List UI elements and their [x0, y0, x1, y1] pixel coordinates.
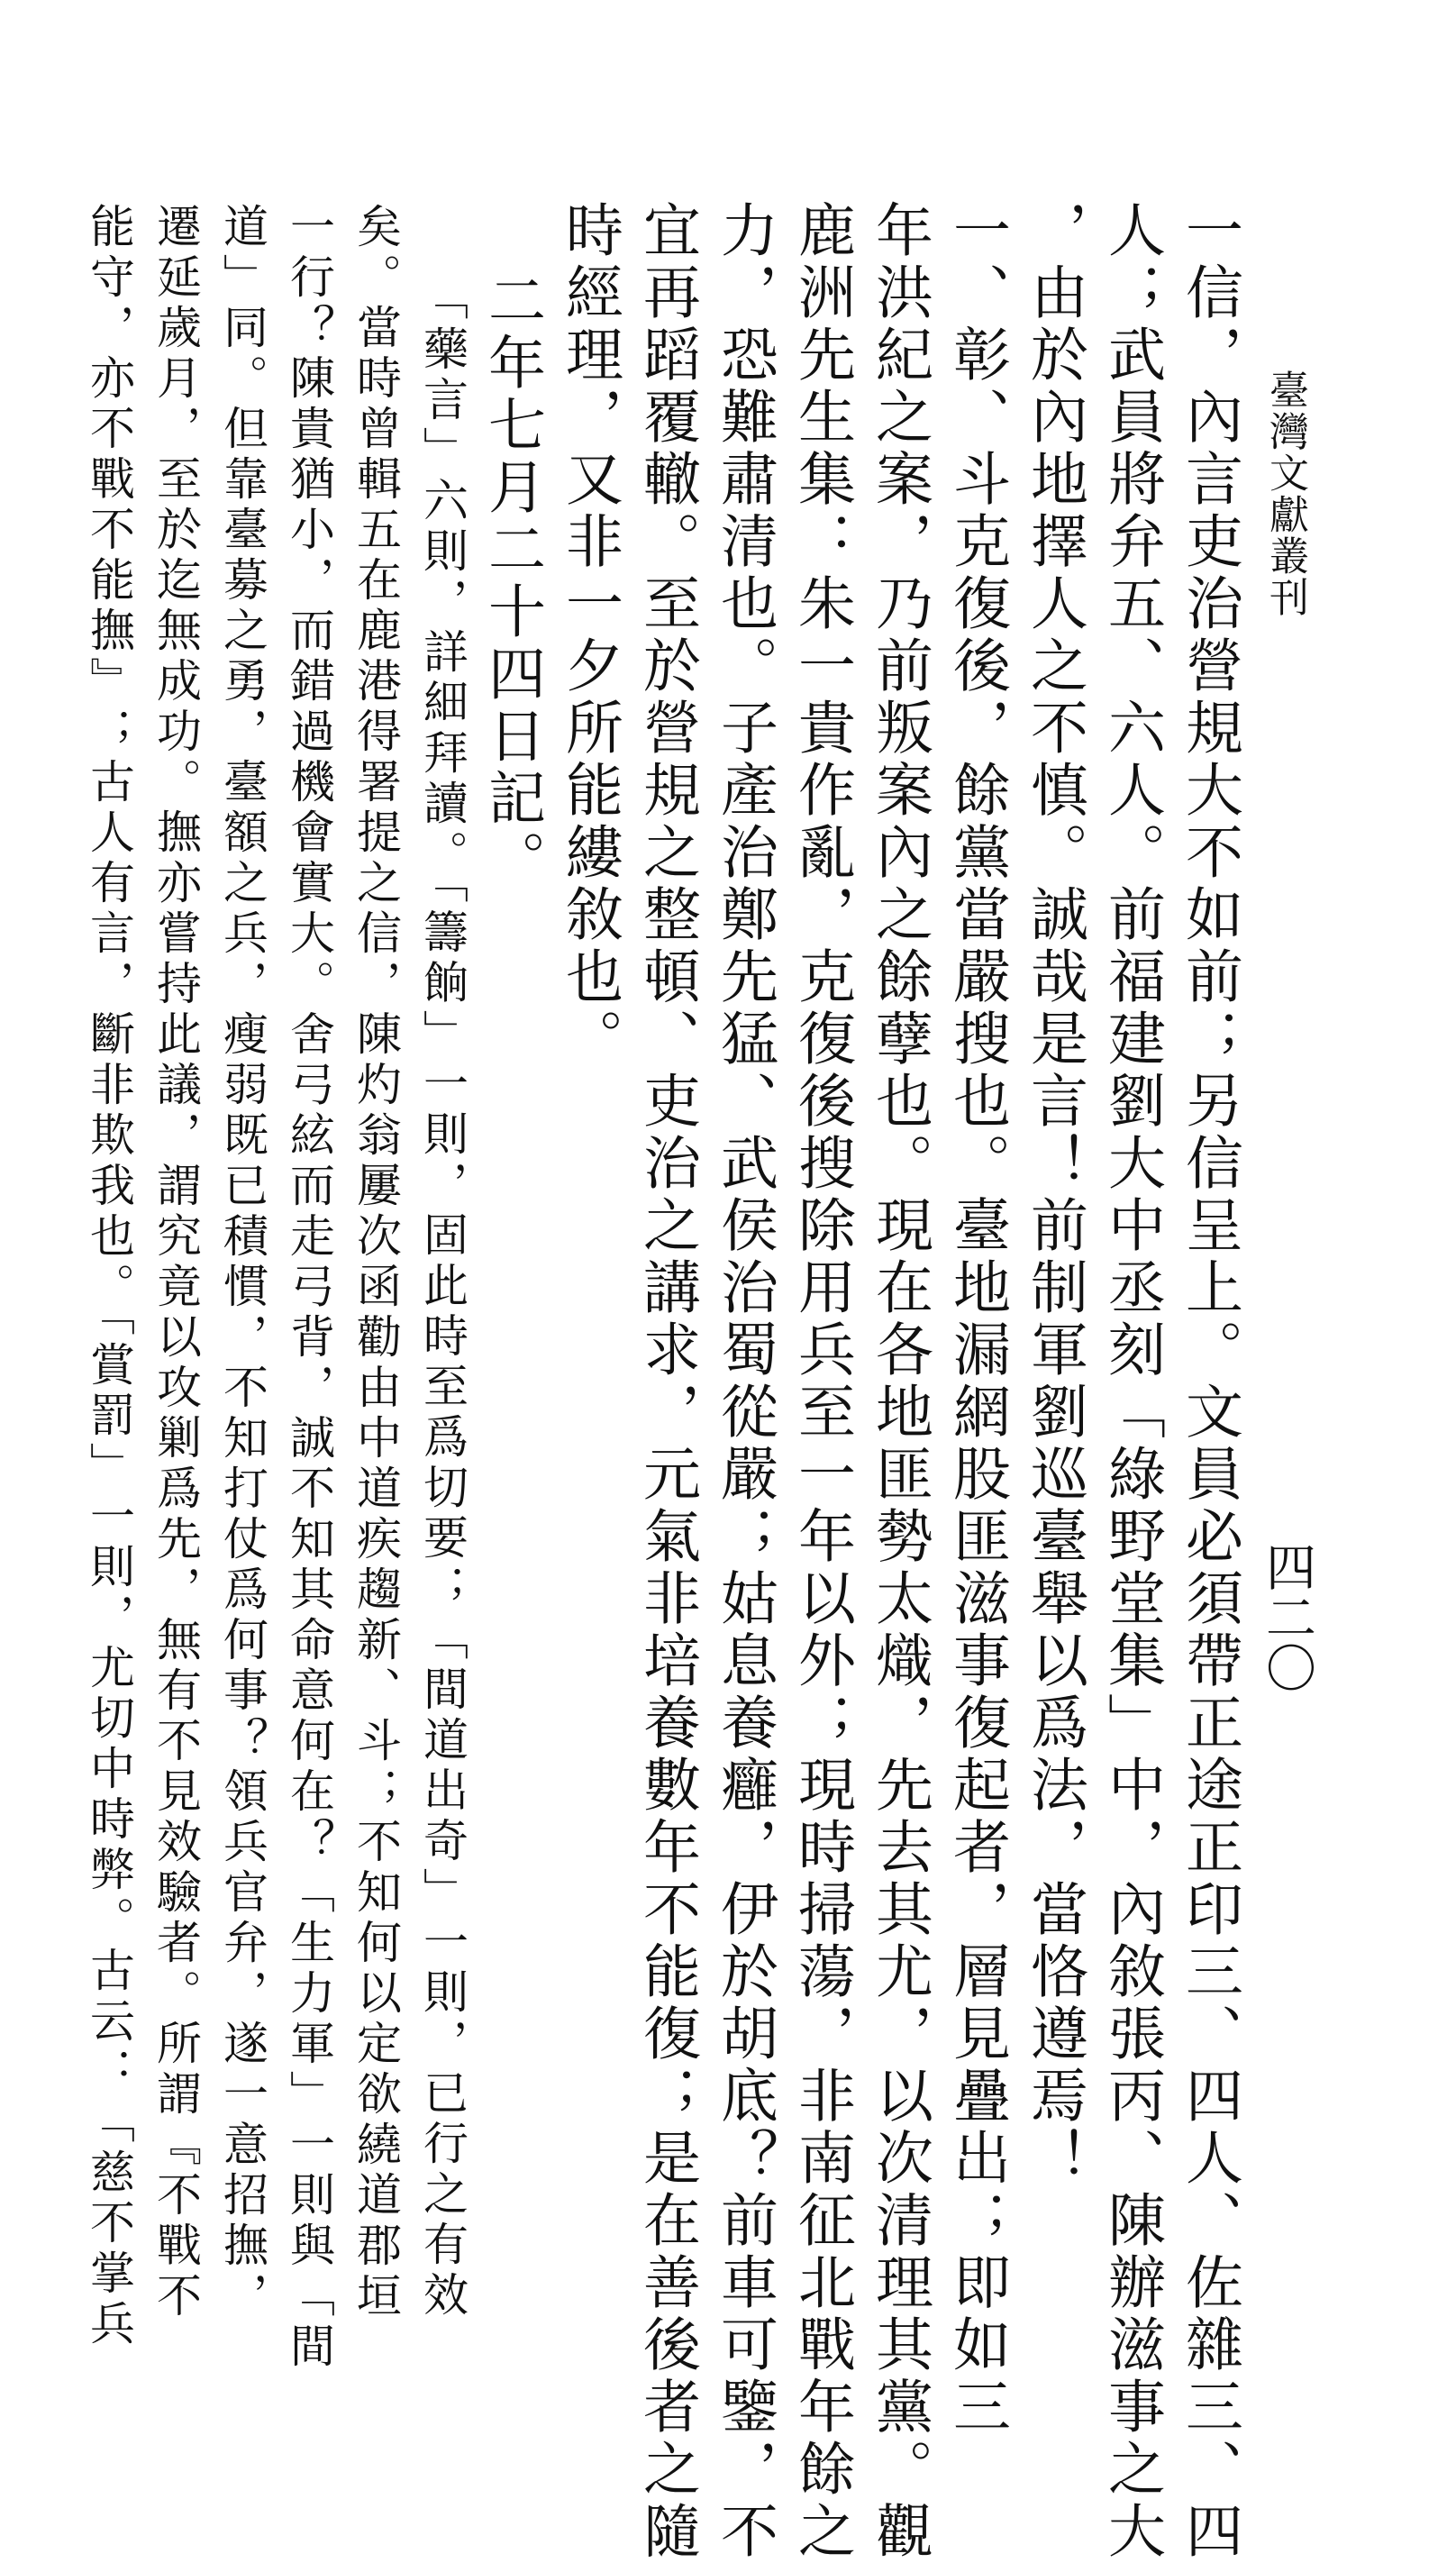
commentary-column: 遷延歲月，至於迄無成功。撫亦嘗持此議，謂究竟以攻剿爲先，無有不見效驗者。所謂『不戰不 — [150, 203, 202, 2322]
text-column: ，由於內地擇人之不慎。誠哉是言！前制軍劉巡臺舉以爲法，當恪遵焉！ — [1021, 200, 1087, 2190]
text-column: 人；武員將弁五、六人。前福建劉大中丞刻「綠野堂集」中，內敘張丙、陳辦滋事之大 — [1098, 200, 1165, 2563]
text-column: 時經理，又非一夕所能縷敘也。 — [556, 200, 623, 1071]
text-column: 年洪紀之案，乃前叛案內之餘孽也。現在各地匪勢太熾，先去其尤，以次清理其黨。觀 — [866, 200, 933, 2563]
commentary-column: 能守，亦不戰不能撫』；古人有言，斷非欺我也。「賞罰」一則，尤切中時弊。古云：「慈不掌兵 — [83, 203, 135, 2350]
text-column: 宜再蹈覆轍。至於營規之整頓、吏治之講求，元氣非培養數年不能復；是在善後者之隨 — [633, 200, 700, 2563]
text-column: 力，恐難肅清也。子產治鄭先猛、武侯治蜀從嚴；姑息養癰，伊於胡底？前車可鑒，不 — [711, 200, 778, 2563]
text-column: 一、彰、斗克復後，餘黨當嚴搜也。臺地漏網股匪滋事復起者，層見疊出；即如三 — [943, 200, 1010, 2439]
date-line: 二年七月二十四日記。 — [478, 270, 545, 892]
commentary-column: 道」同。但靠臺募之勇，臺額之兵，瘦弱既已積慣，不知打仗爲何事？領兵官弁，遂一意招撫， — [216, 203, 268, 2322]
running-header-title: 臺灣文獻叢刊 — [1262, 369, 1308, 618]
commentary-column: 矣。當時曾輯五在鹿港得署提之信，陳灼翁屢次函勸由中道疾趨新、斗；不知何以定欲繞道郡垣 — [350, 203, 402, 2322]
page-number: 四二〇 — [1258, 1541, 1316, 1692]
text-column: 鹿洲先生集：朱一貴作亂，克復後搜除用兵至一年以外；現時掃蕩，非南征北戰年餘之 — [788, 200, 855, 2563]
commentary-column: 「藥言」六則，詳細拜讀。「籌餉」一則，固此時至爲切要；「間道出奇」一則，已行之有效 — [416, 275, 469, 2321]
text-column: 一信，內言吏治營規大不如前；另信呈上。文員必須帶正途正印三、四人、佐雜三、四 — [1176, 200, 1242, 2563]
commentary-column: 一行？陳貴猶小，而錯過機會實大。舍弓絃而走弓背，誠不知其命意何在？「生力軍」一則與「間 — [283, 203, 335, 2373]
